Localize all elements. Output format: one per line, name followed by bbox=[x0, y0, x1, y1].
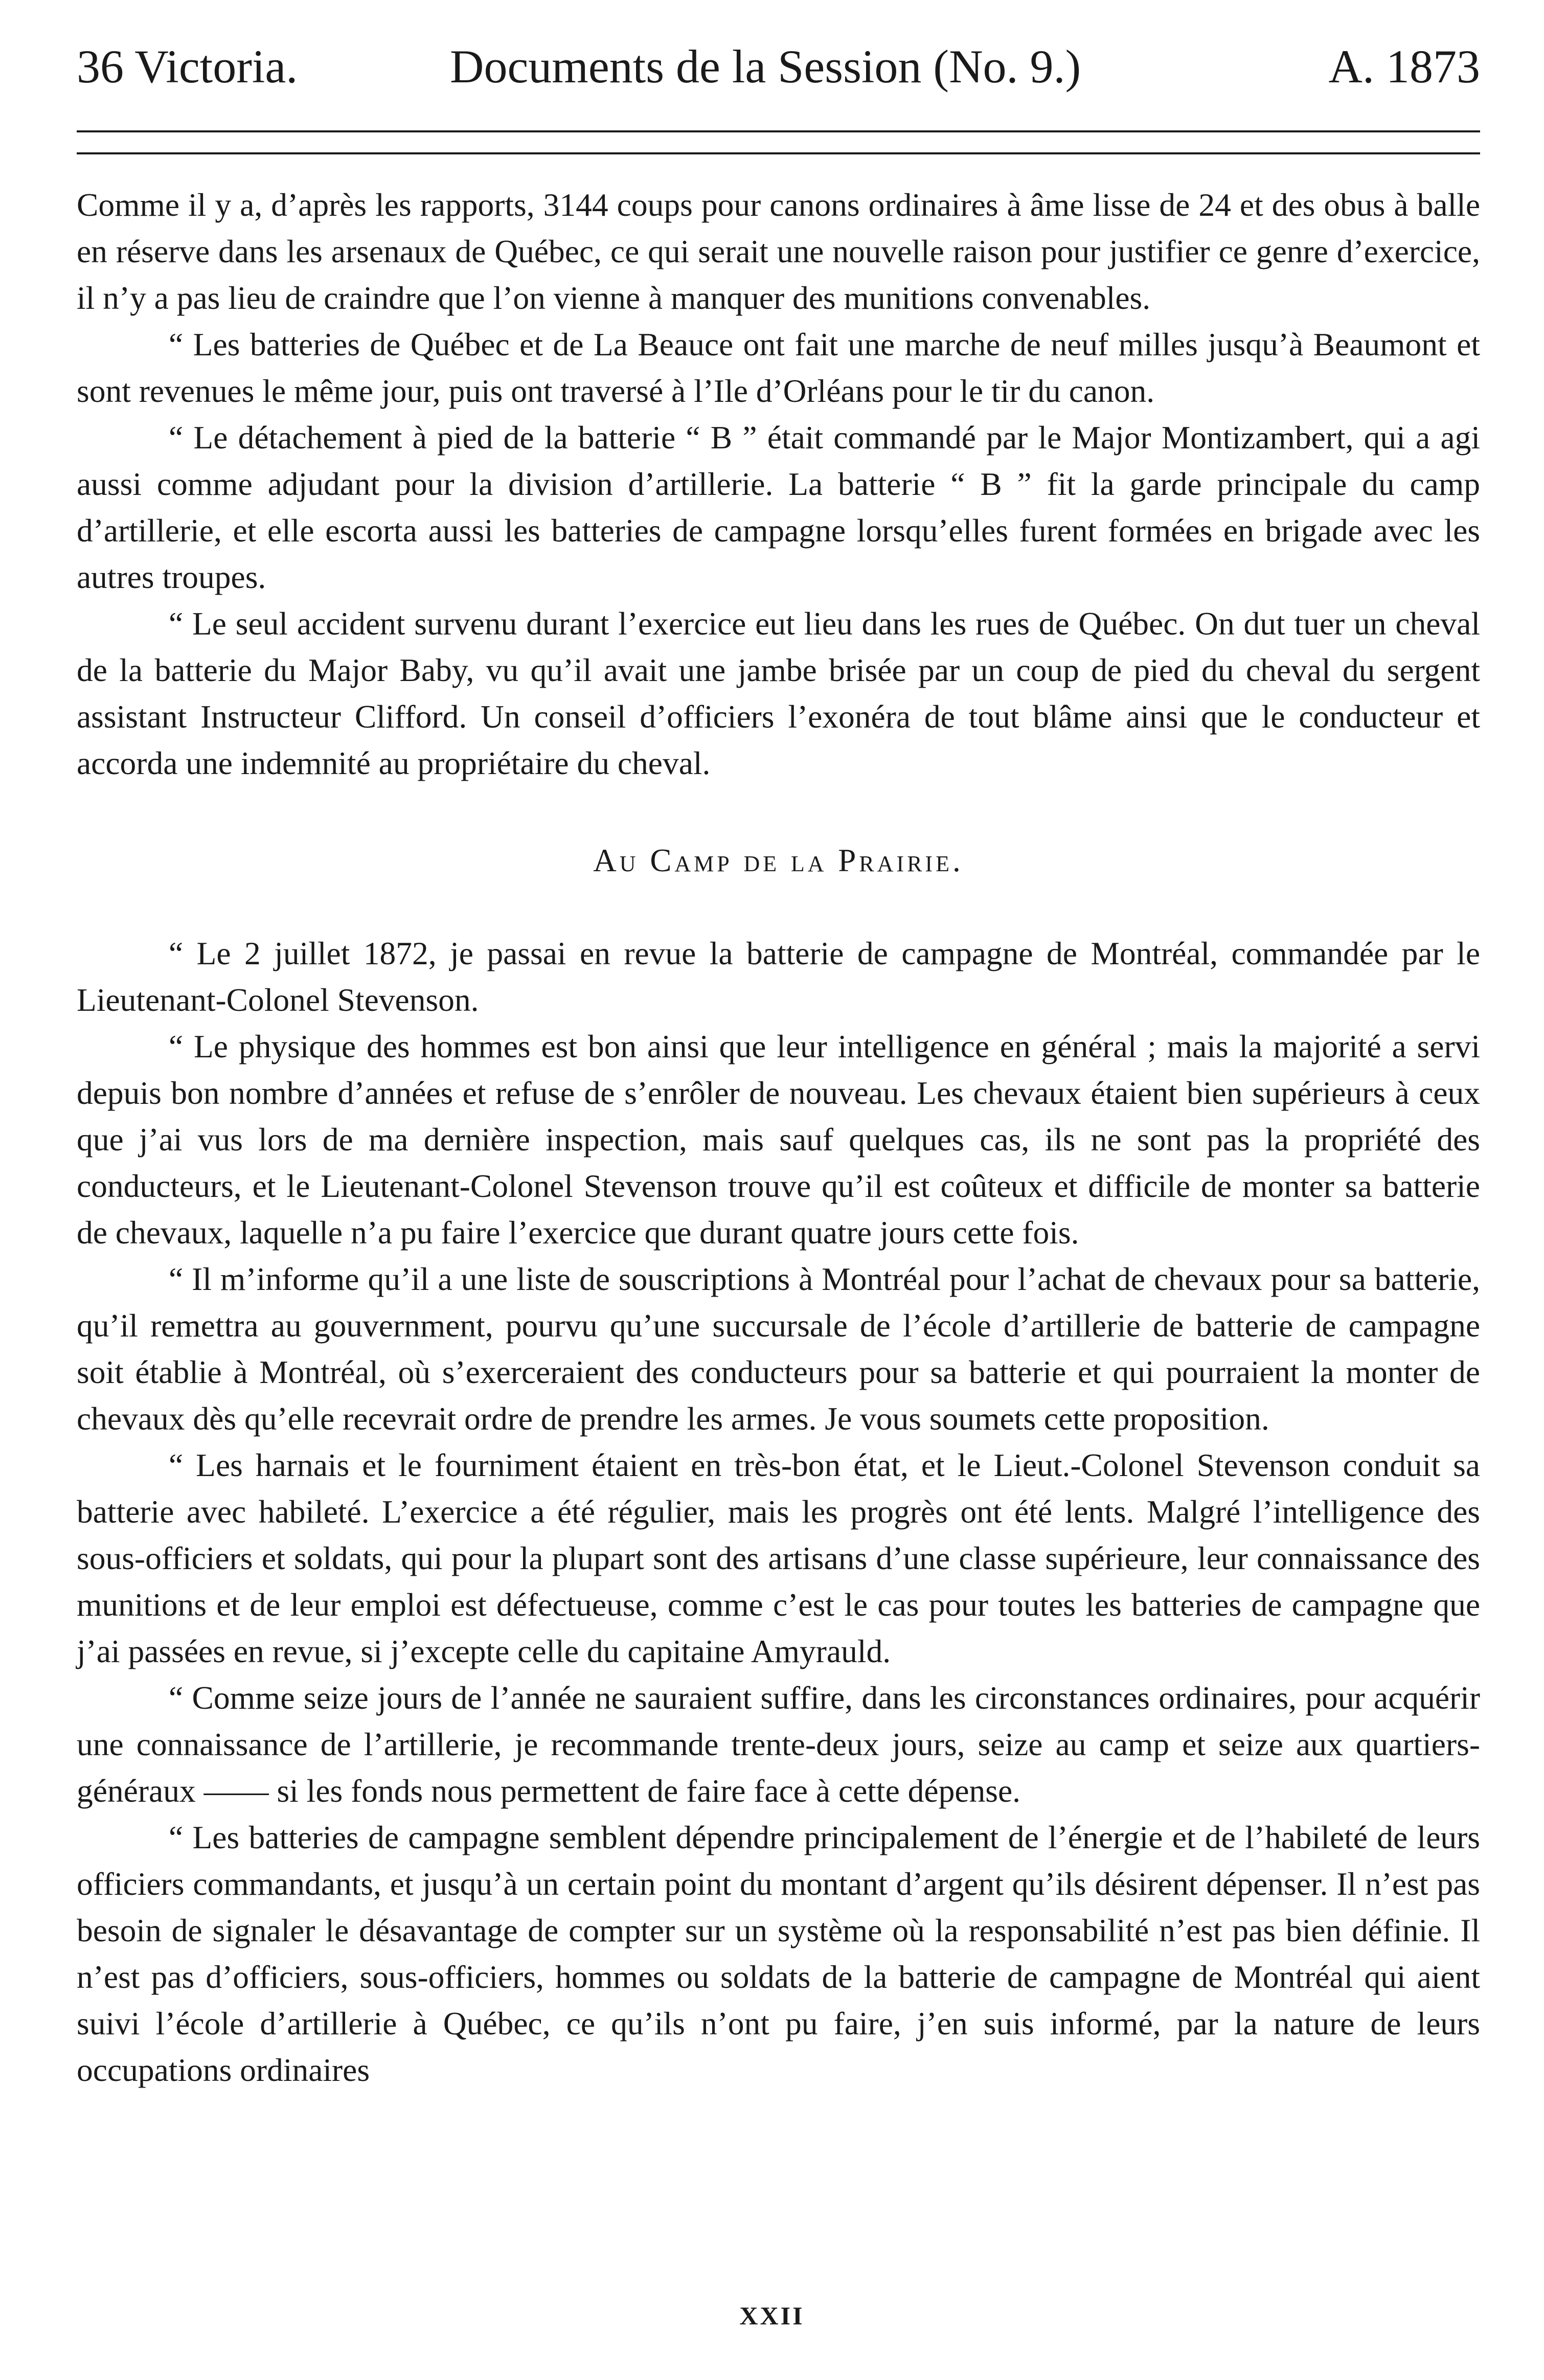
paragraph: Comme il y a, d’après les rapports, 3144 coups pour canons ordinaires à âme lisse de 24 et des obus à balle en réserve dans les arsenaux de Québec, ce qui serait une nouvelle raison pour justifier ce genre d’exercice, il n’y a pas lieu de craindre que l’on vienne à manquer des munitions convenables. bbox=[77, 187, 1480, 316]
header-rule-top bbox=[77, 130, 1480, 132]
header-year: A. 1873 bbox=[1328, 40, 1480, 93]
paragraph: “ Comme seize jours de l’année ne sauraient suffire, dans les circonstances ordinaires, pour acquérir une connaissance de l’artillerie, je recommande trente-deux jours, seize au camp et seize aux quartiers-généraux —— si les fonds nous permettent de faire face à cette dépense. bbox=[77, 1680, 1480, 1809]
paragraph: “ Les harnais et le fourniment étaient en très-bon état, et le Lieut.-Colonel Stevenson conduit sa batterie avec habileté. L’exercice a été régulier, mais les progrès ont été lents. Malgré l’intelligence des sous-officiers et soldats, qui pour la plupart sont des artisans d’une classe supérieure, leur connaissance des munitions et de leur emploi est défectueuse, comme c’est le cas pour toutes les batteries de campagne que j’ai passées en revue, si j’excepte celle du capitaine Amyrauld. bbox=[77, 1447, 1480, 1669]
paragraph: “ Les batteries de Québec et de La Beauce ont fait une marche de neuf milles jusqu’à Beaumont et sont revenues le même jour, puis ont traversé à l’Ile d’Orléans pour le tir du canon. bbox=[77, 326, 1480, 409]
header-volume: 36 Victoria. bbox=[77, 40, 298, 93]
paragraph: “ Il m’informe qu’il a une liste de souscriptions à Montréal pour l’achat de chevaux pour sa batterie, qu’il remettra au gouvernment, pourvu qu’une succursale de l’école d’artillerie de batterie de campagne soit établie à Montréal, où s’exerceraient des conducteurs pour sa batterie et qui pourraient la monter de chevaux dès qu’elle recevrait ordre de prendre les armes. Je vous soumets cette proposition. bbox=[77, 1261, 1480, 1437]
page-header bbox=[77, 32, 1480, 103]
paragraph: “ Le seul accident survenu durant l’exercice eut lieu dans les rues de Québec. On dut tuer un cheval de la batterie du Major Baby, vu qu’il avait une jambe brisée par un coup de pied du cheval du sergent assistant Instructeur Clifford. Un conseil d’officiers l’exonéra de tout blâme ainsi que le conducteur et accorda une indemnité au propriétaire du cheval. bbox=[77, 605, 1480, 781]
paragraph: “ Le détachement à pied de la batterie “ B ” était commandé par le Major Montizambert, qui a agi aussi comme adjudant pour la division d’artillerie. La batterie “ B ” fit la garde principale du camp d’artillerie, et elle escorta aussi les batteries de campagne lorsqu’elles furent formées en brigade avec les autres troupes. bbox=[77, 419, 1480, 595]
page-number: XXII bbox=[739, 2301, 805, 2330]
header-title: Documents de la Session (No. 9.) bbox=[450, 40, 1081, 93]
section-heading: Au Camp de la Prairie. bbox=[593, 843, 964, 878]
paragraph: “ Les batteries de campagne semblent dépendre principalement de l’énergie et de l’habileté de leurs officiers commandants, et jusqu’à un certain point du montant d’argent qu’ils désirent dépenser. Il n’est pas besoin de signaler le désavantage de compter sur un système où la responsabilité n’est pas bien définie. Il n’est pas d’officiers, sous-officiers, hommes ou soldats de la batterie de campagne de Montréal qui aient suivi l’école d’artillerie à Québec, ce qu’ils n’ont pu faire, j’en suis informé, par la nature de leurs occupations ordinaires bbox=[77, 1819, 1480, 2088]
paragraph: “ Le physique des hommes est bon ainsi que leur intelligence en général ; mais la majorité a servi depuis bon nombre d’années et refuse de s’enrôler de nouveau. Les chevaux étaient bien supérieurs à ceux que j’ai vus lors de ma dernière inspection, mais sauf quelques cas, ils ne sont pas la propriété des conducteurs, et le Lieutenant-Colonel Stevenson trouve qu’il est coûteux et difficile de monter sa batterie de chevaux, laquelle n’a pu faire l’exercice que durant quatre jours cette fois. bbox=[77, 1028, 1480, 1251]
header-rule-bottom bbox=[77, 152, 1480, 154]
body-text bbox=[77, 182, 1480, 2093]
paragraph: “ Le 2 juillet 1872, je passai en revue la batterie de campagne de Montréal, commandée par le Lieutenant-Colonel Stevenson. bbox=[77, 935, 1480, 1018]
